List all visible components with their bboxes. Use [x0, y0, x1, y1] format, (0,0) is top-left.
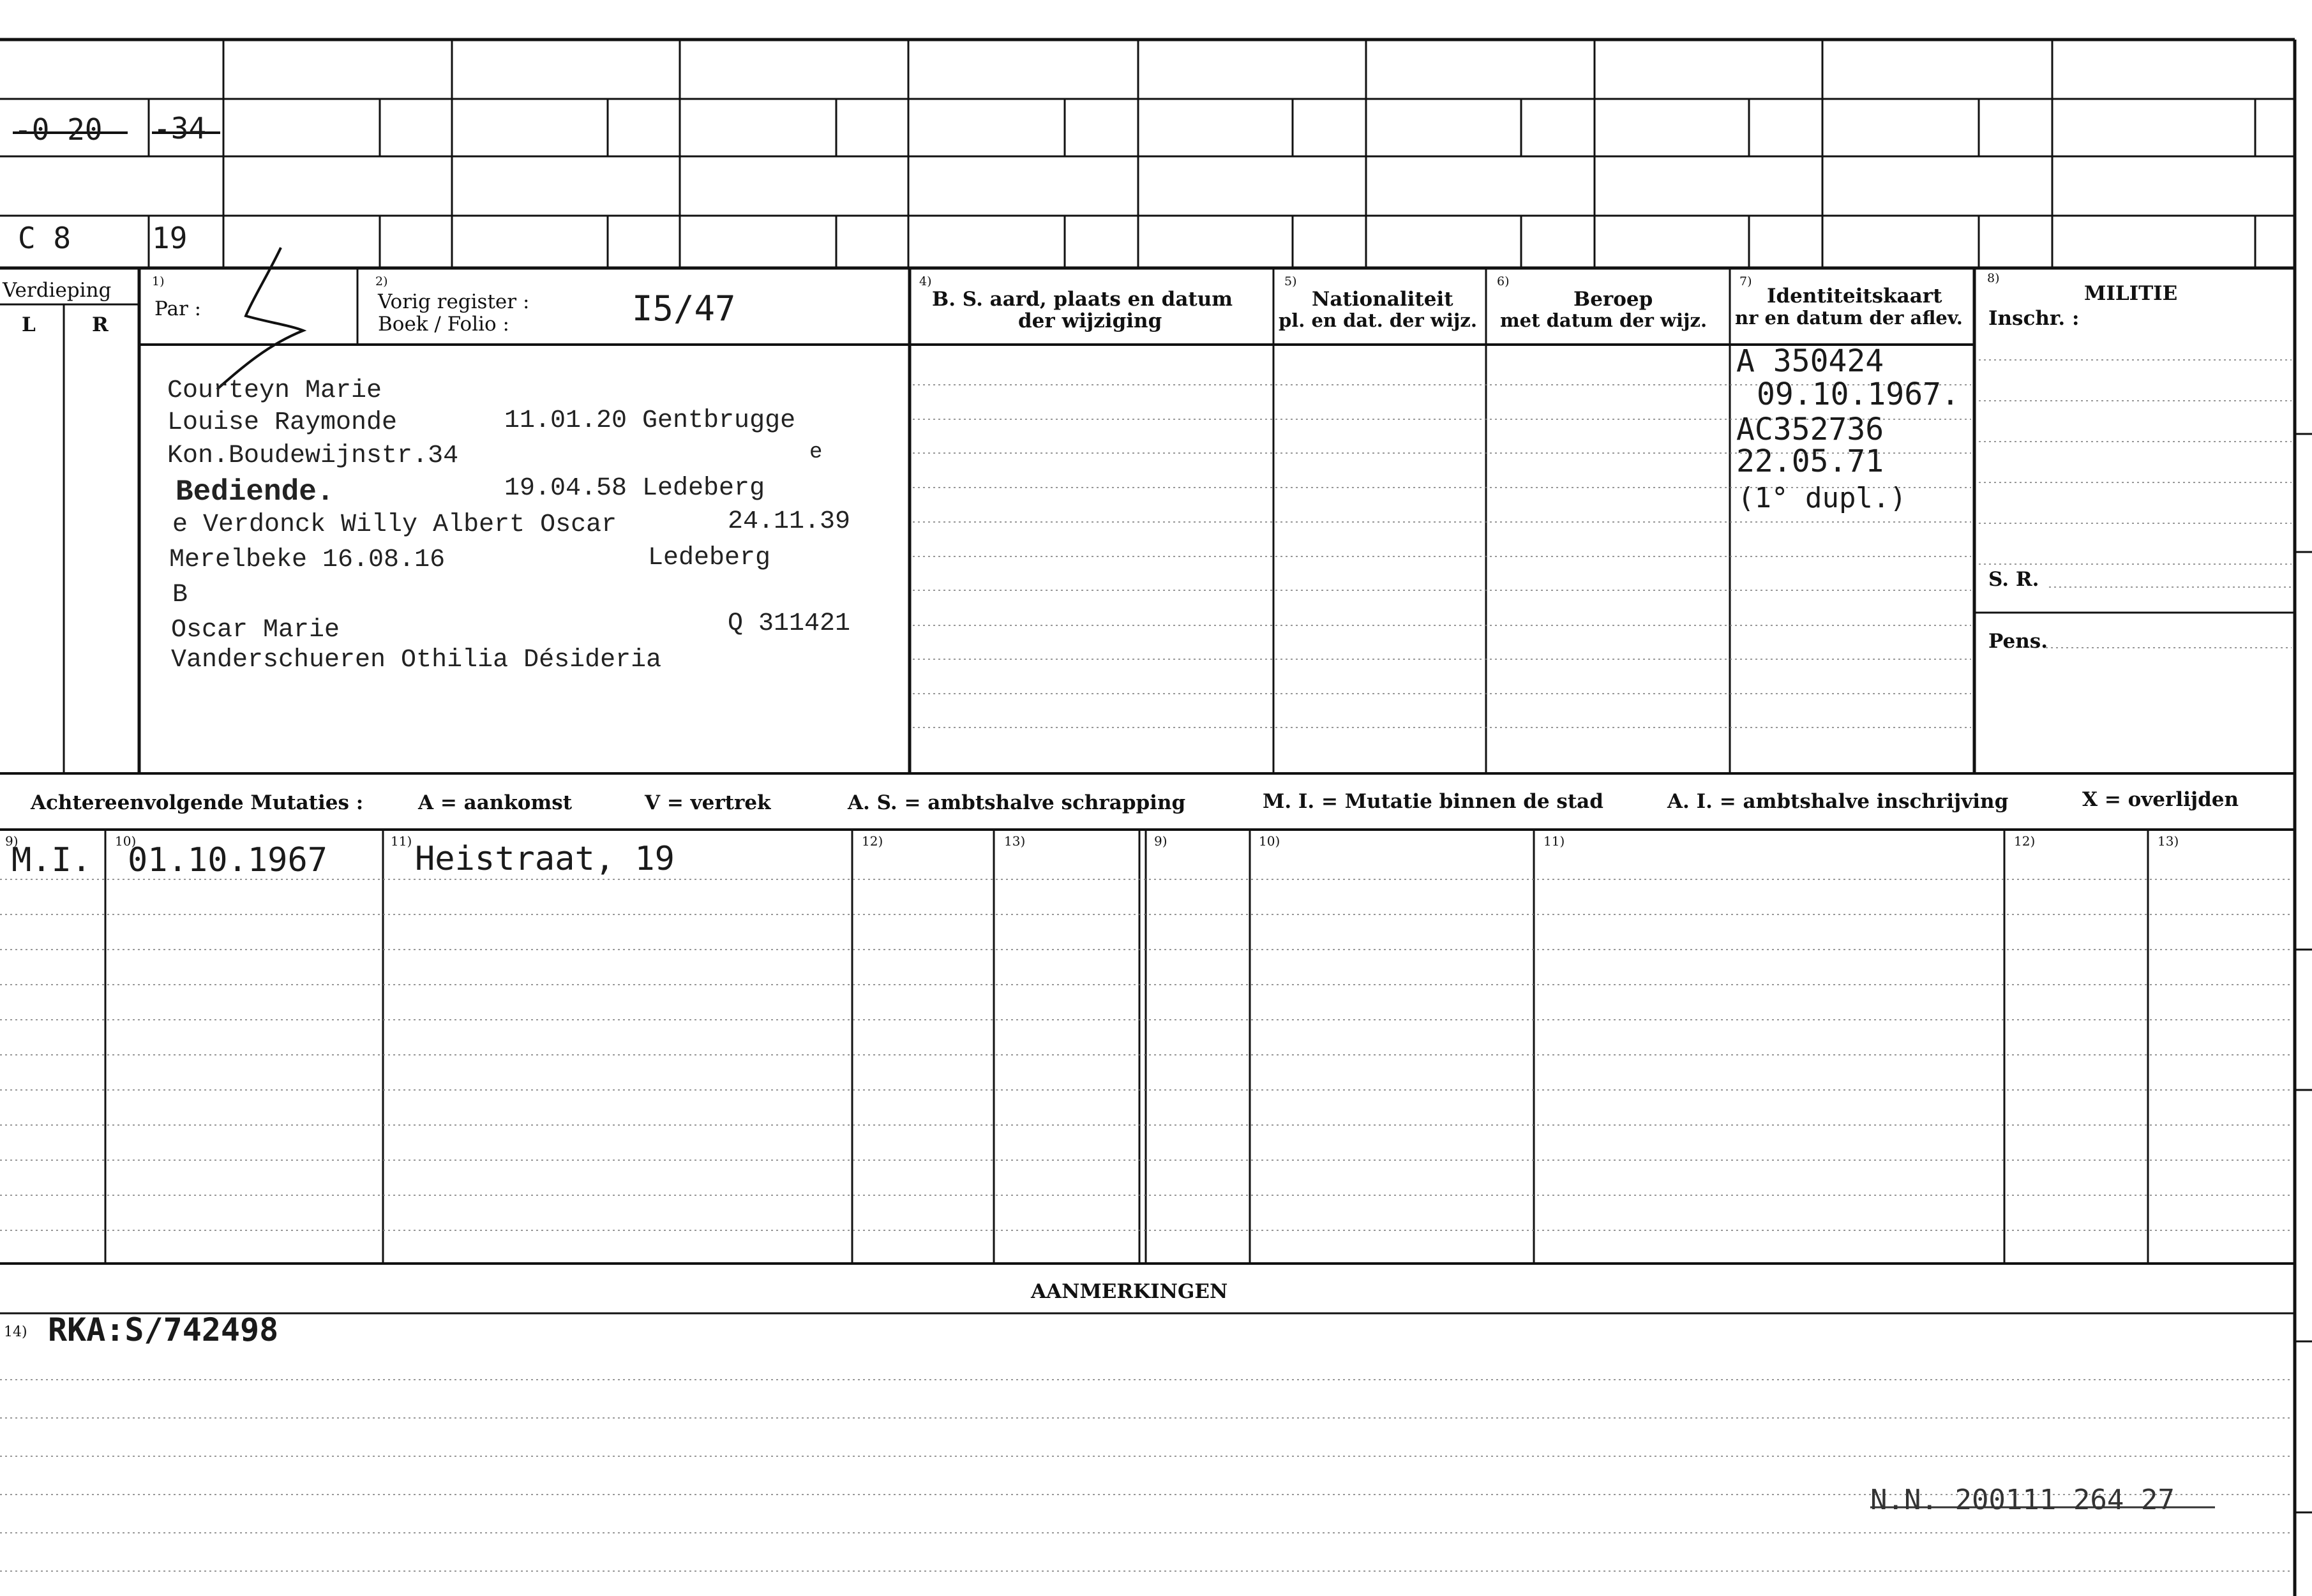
- person-marker-b: B: [172, 581, 188, 609]
- person-reference-number: Q 311421: [728, 609, 851, 638]
- person-arrival-info: 19.04.58 Ledeberg: [504, 474, 765, 503]
- identiteitskaart-header-line1: Identiteitskaart: [1767, 285, 1942, 308]
- legend-overlijden: X = overlijden: [2082, 788, 2239, 811]
- mutatie-col-12-right: 12): [2014, 833, 2036, 849]
- person-mother: Vanderschueren Othilia Désideria: [171, 646, 662, 675]
- mutatie-col-12-left: 12): [862, 833, 883, 849]
- boek-folio-value: I5/47: [632, 288, 736, 329]
- field-number-8: 8): [1987, 271, 2000, 285]
- nn-number: N.N. 200111 264 27: [1870, 1484, 2175, 1516]
- person-father: Oscar Marie: [171, 616, 340, 645]
- mutatie-col-13-right: 13): [2158, 833, 2179, 849]
- mutaties-label: Achtereenvolgende Mutaties :: [31, 791, 364, 814]
- id-card-number-2: AC352736: [1736, 412, 1884, 447]
- mutatie-col-11-left: 11): [391, 833, 412, 849]
- sr-label: S. R.: [1988, 568, 2039, 591]
- top-grid-code-3: C 8: [18, 221, 71, 255]
- verdieping-r-label: R: [92, 313, 109, 336]
- top-grid-code-1: -0 20: [14, 112, 103, 147]
- mutatie-entry-address: Heistraat, 19: [415, 840, 675, 878]
- bs-header-line1: B. S. aard, plaats en datum: [932, 288, 1233, 311]
- verdieping-l-label: L: [22, 313, 36, 336]
- nationaliteit-header-line2: pl. en dat. der wijz.: [1279, 310, 1477, 331]
- bs-header-line2: der wijziging: [1018, 310, 1162, 332]
- field-number-4: 4): [919, 274, 932, 288]
- nationaliteit-header-line1: Nationaliteit: [1312, 288, 1453, 311]
- person-profession: Bediende.: [176, 475, 334, 509]
- person-birth-info: 11.01.20 Gentbrugge: [504, 406, 796, 435]
- id-card-number-1: A 350424: [1736, 343, 1884, 379]
- inschr-label: Inschr. :: [1988, 307, 2080, 330]
- person-given-names: Louise Raymonde: [167, 408, 398, 437]
- mutatie-entry-type: M.I.: [11, 841, 92, 879]
- mutatie-col-9-right: 9): [1154, 833, 1167, 849]
- beroep-header-line2: met datum der wijz.: [1500, 310, 1708, 331]
- person-marker-e: e: [809, 440, 823, 465]
- person-address: Kon.Boudewijnstr.34: [167, 442, 459, 470]
- legend-ambtshalve-inschrijving: A. I. = ambtshalve inschrijving: [1667, 790, 2009, 813]
- field-number-7: 7): [1739, 274, 1752, 288]
- mutatie-col-9-left: 9): [5, 833, 19, 849]
- vorig-register-label: Vorig register :: [378, 290, 530, 313]
- boek-folio-label: Boek / Folio :: [378, 313, 509, 336]
- legend-ambtshalve-schrapping: A. S. = ambtshalve schrapping: [848, 791, 1186, 814]
- person-spouse: e Verdonck Willy Albert Oscar: [172, 511, 617, 539]
- militie-header: MILITIE: [2084, 282, 2178, 305]
- aanmerkingen-title: AANMERKINGEN: [1031, 1280, 1228, 1303]
- person-spouse-residence: Ledeberg: [648, 544, 771, 572]
- identiteitskaart-header-line2: nr en datum der aflev.: [1735, 307, 1963, 329]
- id-card-date-1: 09.10.1967.: [1757, 377, 1960, 412]
- par-label: Par :: [154, 297, 202, 320]
- id-card-date-2: 22.05.71: [1736, 444, 1884, 479]
- beroep-header-line1: Beroep: [1573, 288, 1653, 311]
- top-grid-code-2: -34: [153, 111, 207, 145]
- id-card-duplicate-note: (1° dupl.): [1738, 482, 1907, 514]
- person-spouse-birthplace: Merelbeke 16.08.16: [169, 546, 446, 574]
- mutatie-col-10-left: 10): [115, 833, 137, 849]
- mutatie-entry-date: 01.10.1967: [128, 841, 328, 879]
- top-grid-code-4: 19: [152, 221, 188, 255]
- field-number-1: 1): [152, 274, 165, 288]
- verdieping-label: Verdieping: [3, 279, 112, 302]
- rka-reference: RKA:S/742498: [48, 1311, 279, 1348]
- pens-label: Pens.: [1988, 630, 2048, 653]
- mutatie-col-13-left: 13): [1004, 833, 1026, 849]
- legend-aankomst: A = aankomst: [418, 791, 573, 814]
- field-number-14: 14): [4, 1324, 27, 1340]
- field-number-5: 5): [1284, 274, 1297, 288]
- person-spouse-birth-date: 24.11.39: [728, 507, 851, 536]
- field-number-6: 6): [1497, 274, 1510, 288]
- legend-vertrek: V = vertrek: [645, 791, 771, 814]
- field-number-2: 2): [375, 274, 388, 288]
- mutatie-col-10-right: 10): [1259, 833, 1280, 849]
- legend-mutatie-binnen-stad: M. I. = Mutatie binnen de stad: [1263, 790, 1603, 813]
- person-surname-line: Courteyn Marie: [167, 377, 382, 405]
- mutatie-col-11-right: 11): [1543, 833, 1565, 849]
